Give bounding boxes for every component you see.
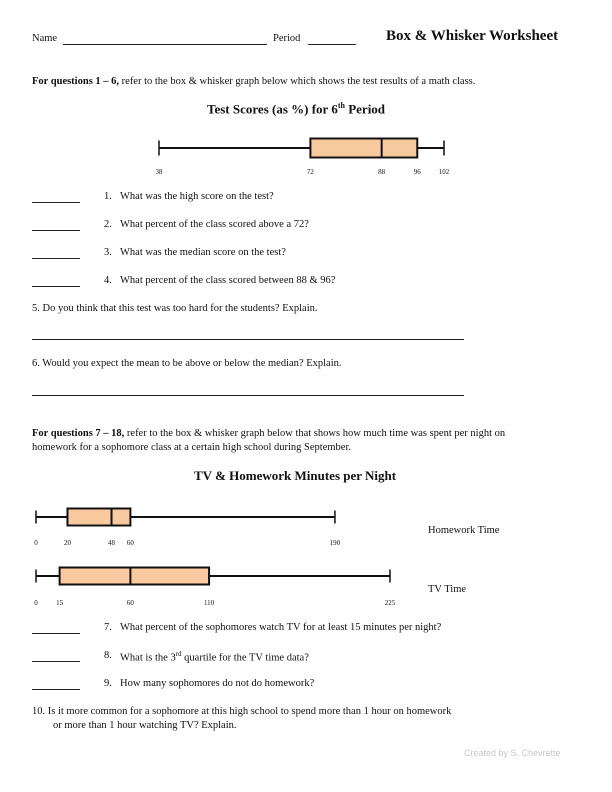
tv-time-label: TV Time — [428, 584, 467, 595]
name-label: Name — [32, 33, 58, 44]
question-text: How many sophomores do not do homework? — [120, 678, 315, 689]
homework-box — [67, 509, 130, 526]
worksheet-title: Box & Whisker Worksheet — [386, 28, 559, 44]
question-number: 1. — [104, 191, 112, 202]
tv-tick-label: 15 — [56, 599, 64, 607]
question-5: 5. Do you think that this test was too hard for the students? Explain. — [32, 303, 318, 314]
chart2-title: TV & Homework Minutes per Night — [194, 468, 397, 483]
question-number: 3. — [104, 247, 112, 258]
test-scores-tick-label: 88 — [378, 168, 386, 176]
period-label: Period — [273, 33, 301, 44]
question-number: 8. — [104, 650, 112, 661]
question-number: 7. — [104, 622, 112, 633]
question-text: What percent of the class scored above a 72? — [120, 219, 309, 230]
question-text: What percent of the class scored between 88 & 96? — [120, 275, 336, 286]
section1-intro-text: refer to the box & whisker graph below which shows the test results of a math class. — [121, 76, 476, 87]
tv-tick-label: 0 — [34, 599, 38, 607]
test-scores-tick-label: 72 — [306, 168, 314, 176]
question-number: 4. — [104, 275, 112, 286]
section2-intro-bold: For questions 7 – 18, — [32, 428, 125, 439]
homework-tick-label: 190 — [329, 539, 341, 547]
test-scores-tick-label: 102 — [438, 168, 450, 176]
question-number: 9. — [104, 678, 112, 689]
question-text: What percent of the sophomores watch TV for at least 15 minutes per night? — [120, 622, 442, 633]
question-text — [120, 650, 309, 664]
homework-tick-label: 48 — [108, 539, 116, 547]
question-text-pre: What is the 3 — [120, 652, 176, 664]
chart1-title-text: Test Scores (as %) for 6 — [207, 101, 338, 117]
question-number: 2. — [104, 219, 112, 230]
chart1-title-post: Period — [344, 101, 386, 117]
section1-intro-bold: For questions 1 – 6, — [32, 76, 120, 87]
question-6: 6. Would you expect the mean to be above or below the median? Explain. — [32, 358, 342, 369]
tv-tick-label: 60 — [126, 599, 134, 607]
test-scores-tick-label: 96 — [413, 168, 421, 176]
question-text-sup: rd — [175, 650, 182, 658]
question-text: What was the high score on the test? — [120, 191, 274, 202]
answer-blank[interactable] — [32, 689, 80, 690]
question-text-post: quartile for the TV time data? — [181, 652, 309, 664]
credit-text: Created by S. Chevrette — [464, 748, 561, 758]
tv-tick-label: 225 — [384, 599, 396, 607]
answer-blank[interactable] — [32, 661, 80, 662]
section2-intro-text-2: homework for a sophomore class at a certain high school during September. — [32, 442, 351, 453]
homework-time-label: Homework Time — [428, 525, 500, 536]
tv-box — [60, 568, 209, 585]
answer-blank[interactable] — [32, 633, 80, 634]
test-scores-tick-label: 38 — [155, 168, 163, 176]
chart1-title-sup: th — [337, 101, 345, 110]
homework-tick-label: 0 — [34, 539, 38, 547]
homework-tick-label: 20 — [63, 539, 71, 547]
tv-tick-label: 110 — [203, 599, 215, 607]
section2-intro-text: refer to the box & whisker graph below that shows how much time was spent per night on — [126, 428, 506, 439]
homework-tick-label: 60 — [126, 539, 134, 547]
question-text: What was the median score on the test? — [120, 247, 286, 258]
question-10-line1: 10. Is it more common for a sophomore at this high school to spend more than 1 hour on homework — [32, 706, 452, 717]
question-10-line2: or more than 1 hour watching TV? Explain. — [53, 720, 237, 731]
